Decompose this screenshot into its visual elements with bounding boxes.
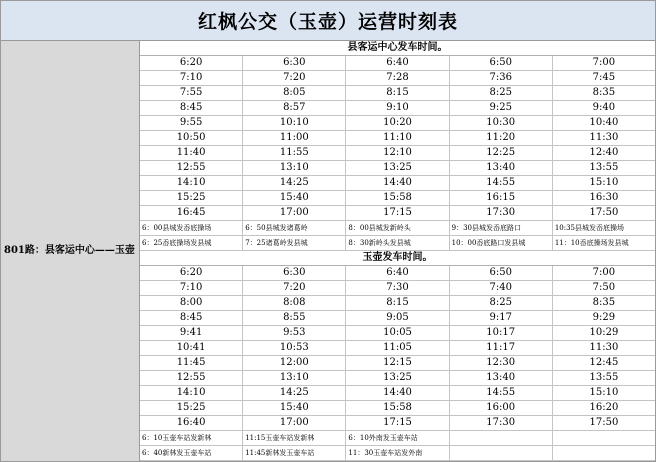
departure-time-cell: 14:55 <box>450 176 553 190</box>
table-row <box>140 266 655 281</box>
table-row <box>140 146 655 161</box>
note-row <box>140 221 655 236</box>
note-row <box>140 446 655 461</box>
table-row <box>140 386 655 401</box>
special-trip-note: 6：25岙底操场发县城 <box>140 236 243 250</box>
departure-time-cell: 15:58 <box>346 191 449 205</box>
departure-time-cell: 9:41 <box>140 326 243 340</box>
departure-time-cell: 11:30 <box>589 342 619 353</box>
special-trip-note: 11：10岙底操场发县城 <box>554 239 629 247</box>
departure-time-cell: 15:25 <box>140 401 243 415</box>
departure-time-cell: 15:58 <box>346 401 449 415</box>
special-trip-note: 11：30玉壶车站发外南 <box>346 446 449 460</box>
departure-time-cell: 10:20 <box>346 116 449 130</box>
departure-time-cell: 7:50 <box>592 282 616 293</box>
departure-time-cell: 6:30 <box>243 266 346 280</box>
departure-time-cell: 6:40 <box>346 266 449 280</box>
departure-time-cell: 7:00 <box>592 57 616 68</box>
departure-time-cell: 8:25 <box>450 86 553 100</box>
page-title: 红枫公交（玉壶）运营时刻表 <box>1 1 655 41</box>
departure-time-cell: 13:10 <box>243 371 346 385</box>
table-row <box>140 281 655 296</box>
special-trip-note <box>553 446 655 460</box>
departure-time-cell: 12:55 <box>140 371 243 385</box>
special-trip-note: 6：10外南发玉壶车站 <box>346 431 449 445</box>
special-trip-note <box>553 431 655 445</box>
departure-time-cell: 10:05 <box>346 326 449 340</box>
note-row <box>140 431 655 446</box>
departure-time-cell: 7:28 <box>346 71 449 85</box>
departure-time-cell: 13:10 <box>243 161 346 175</box>
table-row <box>140 56 655 71</box>
departure-time-cell: 13:55 <box>589 162 619 173</box>
route-label: 801路：县客运中心——玉壶 <box>1 41 140 461</box>
special-trip-note: 10：00岙底路口发县城 <box>450 236 553 250</box>
departure-time-cell: 10:10 <box>243 116 346 130</box>
departure-time-cell: 17:00 <box>243 416 346 430</box>
special-trip-note: 8：00县城发新岭头 <box>346 221 449 235</box>
section-header: 玉壶发车时间。 <box>140 251 655 266</box>
departure-time-cell: 13:25 <box>346 161 449 175</box>
departure-time-cell: 14:10 <box>140 176 243 190</box>
departure-time-cell: 16:40 <box>140 416 243 430</box>
note-row <box>140 236 655 251</box>
departure-time-cell: 6:20 <box>140 56 243 70</box>
table-row <box>140 161 655 176</box>
departure-time-cell: 16:45 <box>140 206 243 220</box>
table-row <box>140 416 655 431</box>
departure-time-cell: 9:25 <box>450 101 553 115</box>
departure-time-cell: 7:10 <box>140 281 243 295</box>
departure-time-cell: 13:40 <box>450 371 553 385</box>
departure-time-cell: 14:25 <box>243 386 346 400</box>
departure-time-cell: 7:55 <box>140 86 243 100</box>
special-trip-note: 7：25诸葛岭发县城 <box>243 236 346 250</box>
departure-time-cell: 17:30 <box>450 416 553 430</box>
departure-time-cell: 15:10 <box>589 387 619 398</box>
table-row <box>140 86 655 101</box>
departure-time-cell: 12:55 <box>140 161 243 175</box>
departure-time-cell: 14:25 <box>243 176 346 190</box>
departure-time-cell: 14:55 <box>450 386 553 400</box>
departure-time-cell: 15:40 <box>243 401 346 415</box>
special-trip-note: 10:35县城发岙底操场 <box>554 224 624 232</box>
special-trip-note: 11:45新林发玉壶车站 <box>243 446 346 460</box>
departure-time-cell: 6:30 <box>243 56 346 70</box>
departure-time-cell: 16:00 <box>450 401 553 415</box>
departure-time-cell: 12:00 <box>243 356 346 370</box>
departure-time-cell: 17:00 <box>243 206 346 220</box>
table-row <box>140 176 655 191</box>
departure-time-cell: 14:10 <box>140 386 243 400</box>
departure-time-cell: 7:36 <box>450 71 553 85</box>
departure-time-cell: 9:17 <box>450 311 553 325</box>
departure-time-cell: 17:50 <box>589 417 619 428</box>
departure-time-cell: 10:50 <box>140 131 243 145</box>
departure-time-cell: 17:30 <box>450 206 553 220</box>
departure-time-cell: 10:53 <box>243 341 346 355</box>
departure-time-cell: 6:50 <box>450 266 553 280</box>
departure-time-cell: 16:20 <box>589 402 619 413</box>
table-row <box>140 341 655 356</box>
departure-time-cell: 11:20 <box>450 131 553 145</box>
departure-time-cell: 6:20 <box>140 266 243 280</box>
departure-time-cell: 11:40 <box>140 146 243 160</box>
departure-time-cell: 7:20 <box>243 71 346 85</box>
departure-time-cell: 9:53 <box>243 326 346 340</box>
special-trip-note <box>450 431 553 445</box>
departure-time-cell: 11:30 <box>589 132 619 143</box>
departure-time-cell: 13:25 <box>346 371 449 385</box>
departure-time-cell: 14:40 <box>346 386 449 400</box>
departure-time-cell: 15:40 <box>243 191 346 205</box>
departure-time-cell: 7:10 <box>140 71 243 85</box>
departure-time-cell: 17:15 <box>346 416 449 430</box>
table-row <box>140 71 655 86</box>
departure-time-cell: 6:50 <box>450 56 553 70</box>
departure-time-cell: 8:25 <box>450 296 553 310</box>
departure-time-cell: 8:00 <box>140 296 243 310</box>
table-row <box>140 206 655 221</box>
table-row <box>140 101 655 116</box>
departure-time-cell: 10:17 <box>450 326 553 340</box>
table-row <box>140 311 655 326</box>
departure-time-cell: 11:05 <box>346 341 449 355</box>
special-trip-note: 6：50县城发诸葛岭 <box>243 221 346 235</box>
departure-time-cell: 12:30 <box>450 356 553 370</box>
table-row <box>140 116 655 131</box>
table-row <box>140 131 655 146</box>
departure-time-cell: 16:30 <box>589 192 619 203</box>
departure-time-cell: 8:35 <box>592 297 616 308</box>
special-trip-note <box>450 446 553 460</box>
departure-time-cell: 8:55 <box>243 311 346 325</box>
departure-time-cell: 8:15 <box>346 86 449 100</box>
departure-time-cell: 11:55 <box>243 146 346 160</box>
departure-time-cell: 8:05 <box>243 86 346 100</box>
departure-time-cell: 12:15 <box>346 356 449 370</box>
departure-time-cell: 17:50 <box>589 207 619 218</box>
table-row <box>140 191 655 206</box>
departure-time-cell: 8:35 <box>592 87 616 98</box>
special-trip-note: 8：30新岭头发县城 <box>346 236 449 250</box>
departure-time-cell: 11:00 <box>243 131 346 145</box>
departure-time-cell: 12:25 <box>450 146 553 160</box>
departure-time-cell: 13:40 <box>450 161 553 175</box>
table-row <box>140 296 655 311</box>
schedule-grid <box>140 41 655 461</box>
departure-time-cell: 8:15 <box>346 296 449 310</box>
departure-time-cell: 10:40 <box>589 117 619 128</box>
special-trip-note: 6：40新林发玉壶车站 <box>140 446 243 460</box>
departure-time-cell: 7:40 <box>450 281 553 295</box>
timetable-body <box>1 41 655 461</box>
departure-time-cell: 9:55 <box>140 116 243 130</box>
section-header: 县客运中心发车时间。 <box>140 41 655 56</box>
departure-time-cell: 12:45 <box>589 357 619 368</box>
departure-time-cell: 9:05 <box>346 311 449 325</box>
departure-time-cell: 8:45 <box>140 101 243 115</box>
special-trip-note: 6：00县城发岙底操场 <box>140 221 243 235</box>
departure-time-cell: 12:40 <box>589 147 619 158</box>
departure-time-cell: 13:55 <box>589 372 619 383</box>
departure-time-cell: 10:29 <box>589 327 619 338</box>
special-trip-note: 9：30县城发岙底路口 <box>450 221 553 235</box>
departure-time-cell: 7:00 <box>592 267 616 278</box>
departure-time-cell: 9:40 <box>592 102 616 113</box>
departure-time-cell: 7:45 <box>592 72 616 83</box>
departure-time-cell: 10:41 <box>140 341 243 355</box>
departure-time-cell: 11:17 <box>450 341 553 355</box>
table-row <box>140 356 655 371</box>
departure-time-cell: 16:15 <box>450 191 553 205</box>
table-row <box>140 371 655 386</box>
departure-time-cell: 7:30 <box>346 281 449 295</box>
special-trip-note: 6：10玉壶车站发新林 <box>140 431 243 445</box>
departure-time-cell: 7:20 <box>243 281 346 295</box>
table-row <box>140 326 655 341</box>
departure-time-cell: 11:45 <box>140 356 243 370</box>
departure-time-cell: 12:10 <box>346 146 449 160</box>
departure-time-cell: 6:40 <box>346 56 449 70</box>
departure-time-cell: 9:29 <box>592 312 616 323</box>
departure-time-cell: 10:30 <box>450 116 553 130</box>
departure-time-cell: 8:08 <box>243 296 346 310</box>
table-row <box>140 401 655 416</box>
special-trip-note: 11:15玉壶车站发新林 <box>243 431 346 445</box>
departure-time-cell: 15:10 <box>589 177 619 188</box>
departure-time-cell: 8:57 <box>243 101 346 115</box>
departure-time-cell: 17:15 <box>346 206 449 220</box>
departure-time-cell: 9:10 <box>346 101 449 115</box>
departure-time-cell: 8:45 <box>140 311 243 325</box>
departure-time-cell: 14:40 <box>346 176 449 190</box>
departure-time-cell: 15:25 <box>140 191 243 205</box>
departure-time-cell: 11:10 <box>346 131 449 145</box>
